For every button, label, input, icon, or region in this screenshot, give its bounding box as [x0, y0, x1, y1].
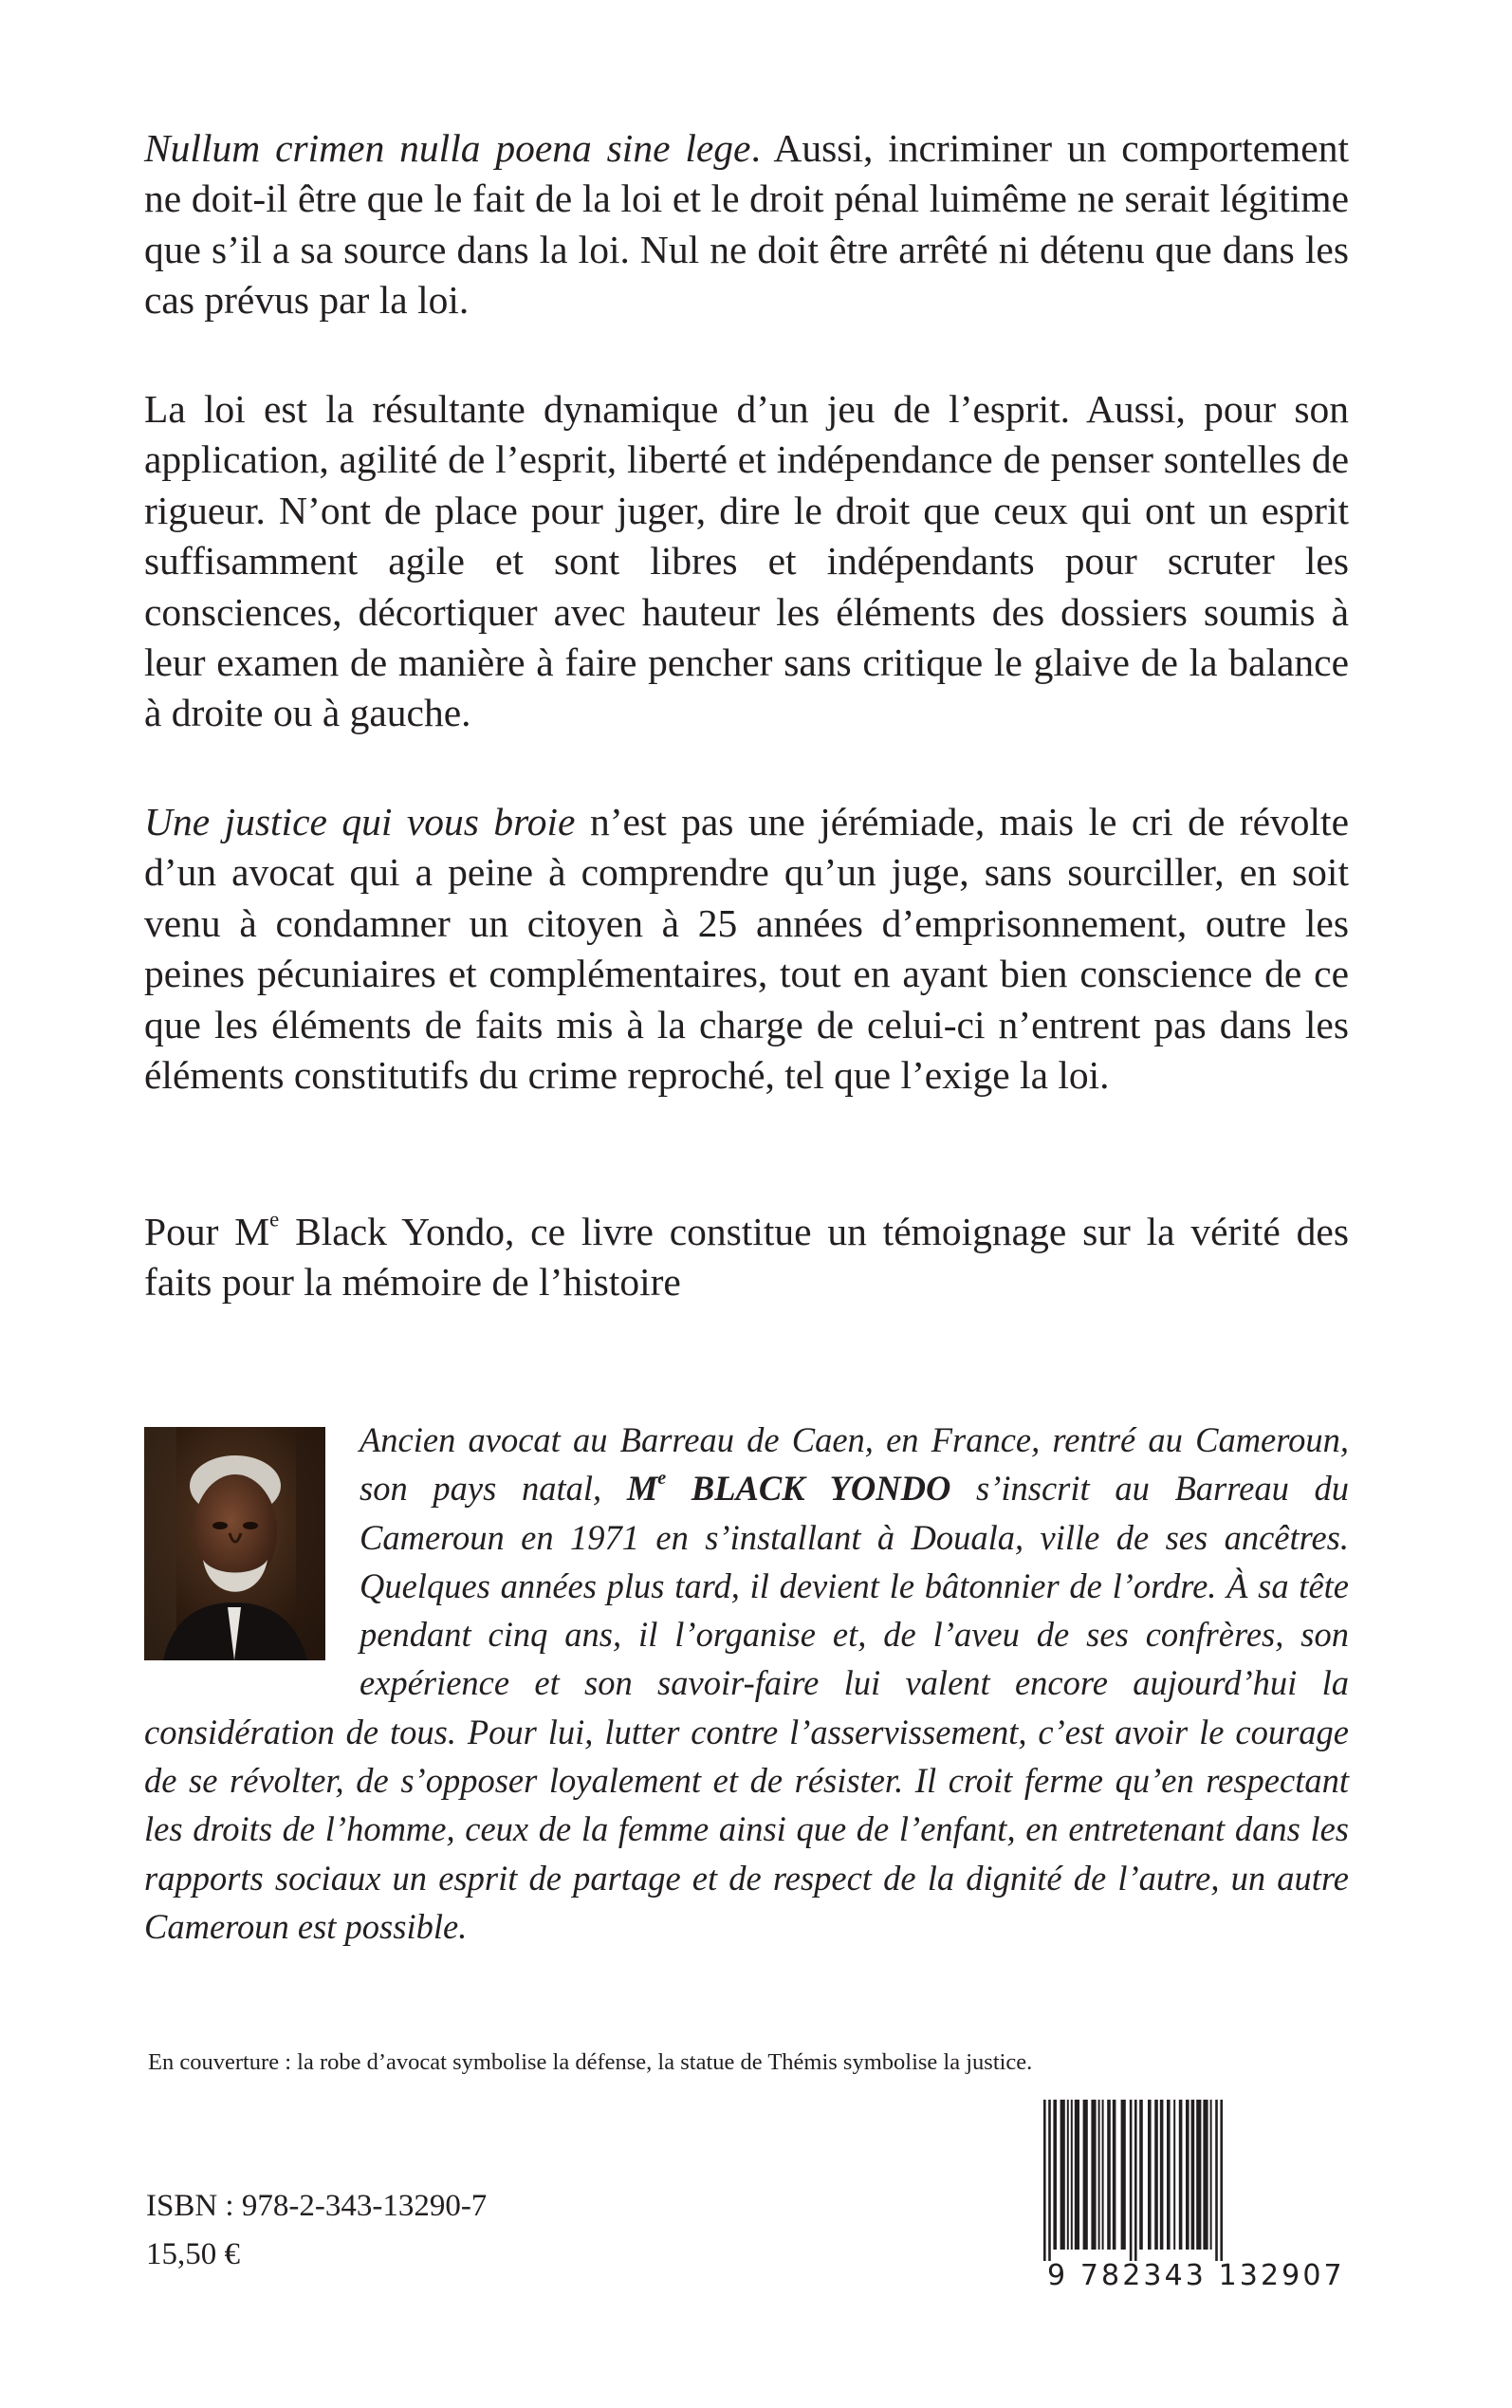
paragraph-3-text: n’est pas une jérémiade, mais le cri de révolte d’un avocat qui a peine à comprendre qu’un juge, sans sourciller, en soit venu à condamner un citoyen à 25 années d’emprisonnement, outre les peines pécuniaires et complémentaires, tout en ayant bien conscience de ce que les éléments de faits mis à la charge de celui-ci n’entrent pas dans les éléments constitutifs du crime reproché, tel que l’exige la loi.: [144, 800, 1349, 1098]
paragraph-testimony: [144, 1207, 1349, 1308]
barcode-bar: [1107, 2100, 1111, 2250]
barcode-bar: [1154, 2100, 1158, 2250]
bio-text: s’inscrit au Barreau du Cameroun en 1971 en s’installant à Douala, ville de ses ancêtres. Quelques années plus tard, il devient le bâtonnier de l’ordre. À sa tête pendant cinq ans, il l’organise et, de l’aveu de ses confrères, son expérience et son savoir-faire lui valent encore aujourd’hui la considération de tous. Pour lui, lutter contre l’asservissement, c’est avoir le courage de se révolter, de s’opposer loyalement et de résister. Il croit ferme qu’en respectant les droits de l’homme, ceux de la femme ainsi que de l’enfant, en entretenant dans les rapports sociaux un esprit de partage et de respect de la dignité de l’autre, un autre Cameroun est possible.: [144, 1469, 1349, 1946]
isbn-number: ISBN : 978-2-343-13290-7: [146, 2189, 488, 2223]
paragraph-legal-principle: [144, 123, 1349, 326]
barcode-bar: [1048, 2100, 1051, 2261]
barcode-bar: [1053, 2100, 1057, 2250]
barcode-bar: [1060, 2100, 1065, 2250]
barcode-bar: [1121, 2100, 1126, 2250]
barcode-bar: [1071, 2100, 1073, 2250]
barcode-bar: [1102, 2100, 1104, 2250]
paragraph-1-text: . Aussi, incriminer un comportement ne doit-il être que le fait de la loi et le droit pénal luimême ne serait légitime que s’il a sa source dans la loi. Nul ne doit être arrêté ni détenu que dans les cas prévus par la loi.: [144, 126, 1350, 323]
price: 15,50 €: [146, 2237, 240, 2271]
superscript-e: e: [269, 1207, 280, 1232]
bio-intro: Ancien avocat au Barreau de Caen, en France, rentré au Cameroun, son pays natal,: [360, 1420, 1349, 1509]
author-bio: [144, 1416, 1349, 1951]
author-photo: [144, 1427, 325, 1660]
barcode-bar: [1196, 2100, 1201, 2250]
paragraph-book-summary: [144, 797, 1349, 1101]
paragraph-4-start: Pour M: [144, 1210, 270, 1253]
author-portrait-image: [144, 1427, 325, 1660]
barcode-bar: [1083, 2100, 1088, 2250]
barcode-bar: [1098, 2100, 1100, 2250]
barcode-bar: [1075, 2100, 1079, 2250]
barcode-bar: [1160, 2100, 1164, 2250]
author-name-m: M: [626, 1469, 658, 1509]
barcode-bar: [1043, 2100, 1046, 2261]
cover-credit: En couverture : la robe d’avocat symbolise la défense, la statue de Thémis symbolise la justice.: [148, 2049, 1033, 2075]
barcode-bar: [1167, 2100, 1171, 2250]
author-name-superscript: e: [657, 1468, 667, 1490]
barcode-bar: [1067, 2100, 1069, 2250]
barcode-bar: [1210, 2100, 1212, 2250]
barcode-bar: [1134, 2100, 1137, 2261]
author-name-rest: BLACK YONDO: [666, 1469, 951, 1509]
paragraph-law-spirit: La loi est la résultante dynamique d’un jeu de l’esprit. Aussi, pour son application, agilité de l’esprit, liberté et indépendance de penser sontelles de rigueur. N’ont de place pour juger, dire le droit que ceux qui ont un esprit suffisamment agile et sont libres et indépendants pour scruter les consciences, décortiquer avec hauteur les éléments des dossiers soumis à leur examen de manière à faire pencher sans critique le glaive de la balance à droite ou à gauche.: [144, 387, 1349, 735]
barcode-bar: [1130, 2100, 1133, 2261]
latin-maxim: Nullum crimen nulla poena sine lege: [144, 126, 751, 170]
barcode-bar: [1173, 2100, 1175, 2250]
author-name: [627, 1469, 951, 1508]
barcode-bar: [1203, 2100, 1208, 2250]
barcode-icon: [1036, 2100, 1355, 2261]
barcode-bar: [1139, 2100, 1143, 2250]
barcode-bar: [1220, 2100, 1223, 2261]
barcode-bar: [1113, 2100, 1116, 2250]
barcode-bar: [1186, 2100, 1189, 2250]
barcode-digits: 9 782343 132907: [1047, 2259, 1345, 2292]
paragraph-4-text: Black Yondo, ce livre constitue un témoignage sur la vérité des faits pour la mémoire de l’histoire: [144, 1210, 1349, 1305]
barcode-bar: [1179, 2100, 1183, 2250]
barcode-bar: [1148, 2100, 1152, 2250]
barcode-bar: [1191, 2100, 1195, 2250]
book-title-inline: Une justice qui vous broie: [144, 800, 576, 843]
barcode-bar: [1215, 2100, 1218, 2261]
barcode-bar: [1091, 2100, 1096, 2250]
